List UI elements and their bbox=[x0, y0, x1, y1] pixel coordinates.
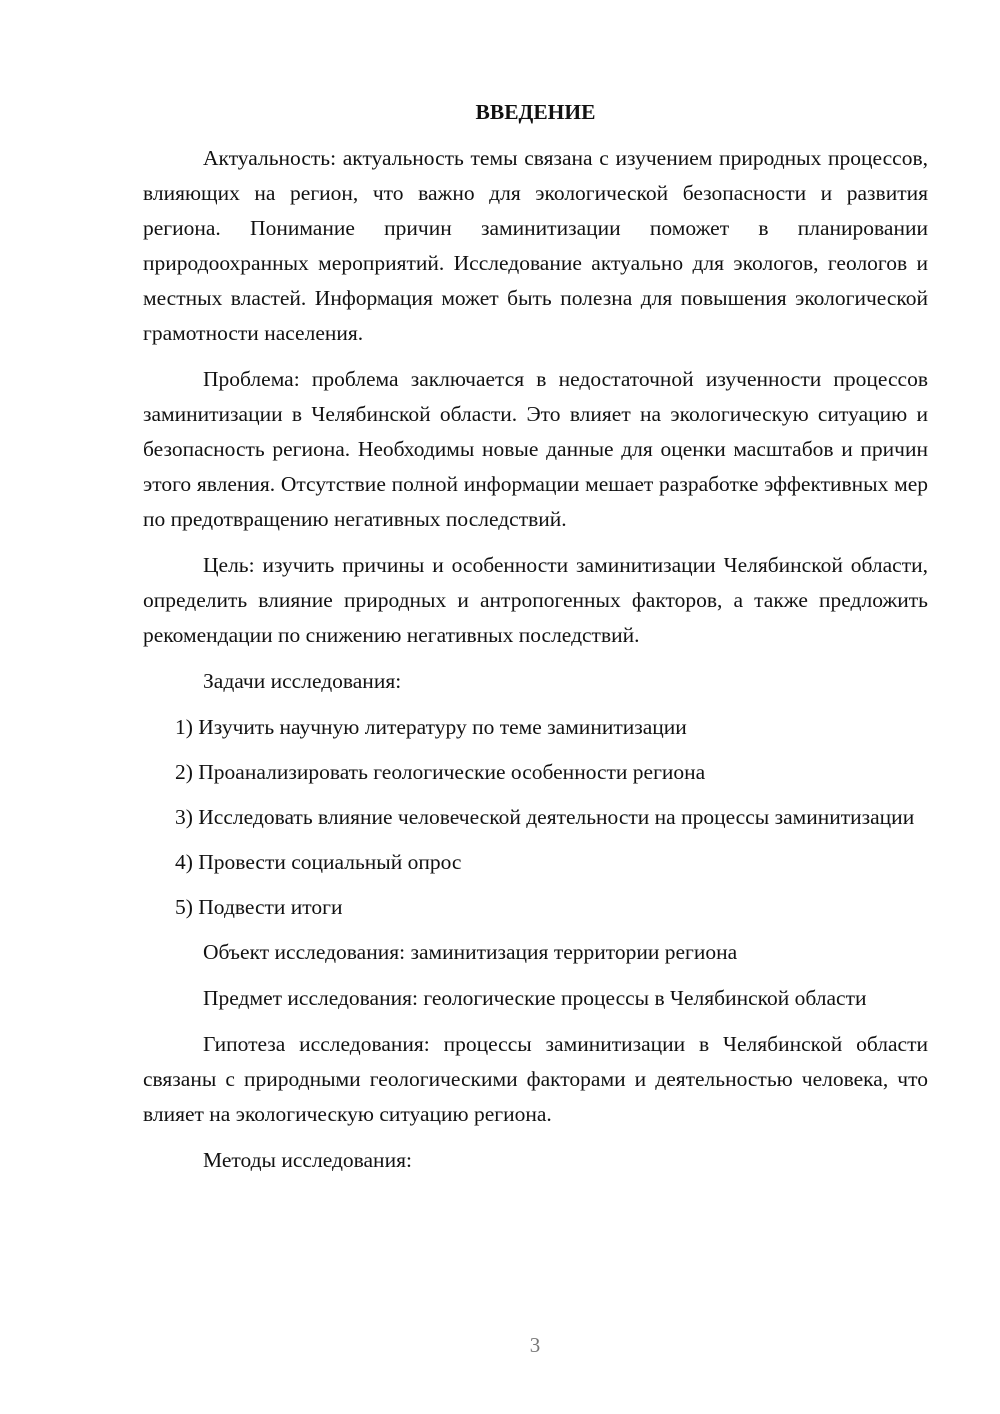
goal-paragraph: Цель: изучить причины и особенности заминитизации Челябинской области, определить влияние природных и антропогенных факторов, а также предложить рекомендации по снижению негативных последствий. bbox=[143, 553, 928, 647]
task-item-4: 4) Провести социальный опрос bbox=[175, 850, 462, 874]
section-title: ВВЕДЕНИЕ bbox=[475, 100, 596, 124]
object-paragraph: Объект исследования: заминитизация территории региона bbox=[203, 940, 738, 964]
subject-paragraph: Предмет исследования: геологические процессы в Челябинской области bbox=[203, 986, 867, 1010]
tasks-heading: Задачи исследования: bbox=[203, 669, 402, 693]
relevance-paragraph: Актуальность: актуальность темы связана с изучением природных процессов, влияющих на регион, что важно для экологической безопасности и развития региона. Понимание причин заминитизации поможет в планировании природоохранных мероприятий. Исследование актуально для экологов, геологов и местных властей. Информация может быть полезна для повышения экологической грамотности населения. bbox=[143, 146, 928, 345]
task-item-3: 3) Исследовать влияние человеческой деятельности на процессы заминитизации bbox=[175, 805, 915, 829]
hypothesis-paragraph: Гипотеза исследования: процессы заминитизации в Челябинской области связаны с природными геологическими факторами и деятельностью человека, что влияет на экологическую ситуацию региона. bbox=[143, 1032, 928, 1126]
task-item-5: 5) Подвести итоги bbox=[175, 895, 343, 919]
page-number: 3 bbox=[529, 1333, 541, 1357]
task-item-1: 1) Изучить научную литературу по теме заминитизации bbox=[175, 715, 687, 739]
task-item-2: 2) Проанализировать геологические особенности региона bbox=[175, 760, 706, 784]
methods-heading: Методы исследования: bbox=[203, 1148, 412, 1172]
problem-paragraph: Проблема: проблема заключается в недостаточной изученности процессов заминитизации в Челябинской области. Это влияет на экологическую ситуацию и безопасность региона. Необходимы новые данные для оценки масштабов и причин этого явления. Отсутствие полной информации мешает разработке эффективных мер по предотвращению негативных последствий. bbox=[143, 367, 928, 531]
page-content bbox=[143, 95, 928, 1189]
